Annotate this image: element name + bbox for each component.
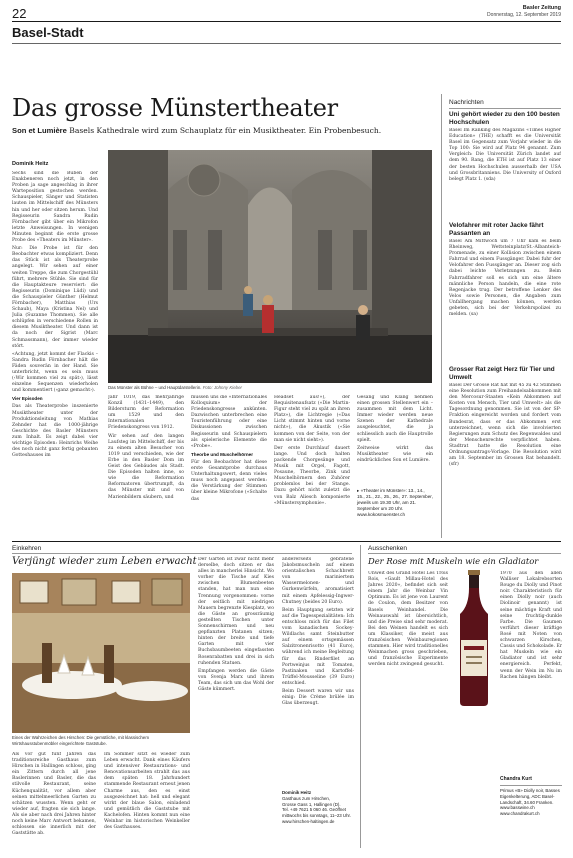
news-text-2: Basel Am Mittwoch um 7 Uhr kam es beim Rheinweg, Wettsteinplatz/St.-Albanteich-Promenade, zu einer Kollision zwischen einem Fahrrad und einem Fussgänger. Dabei fuhr der Velofahrer den Fussgänger an. Dieser zog sich dabei leichte Verletzungen zu. Beim Fahrradfahrer soll es sich um eine ältere männliche Person handeln, die eine rote Regenjacke trug. Der betroffene Lenker des Velos sowie Personen, die Angaben zum Unfallhergang machen können, werden gebeten, sich bei der Verkehrspolizei zu melden. (sa) <box>449 239 561 318</box>
col1-para: «Achtung, jetzt kommt der Flackis – Sandra Rudin Förnbacher hält die Fäden souverän in der Hand. Sie unterbricht, wenn es sein muss (‹Wir kommen viel zu spät›), lässt einzelne Sequenzen wiederholen und kommentiert (‹ganz gemacht›). <box>12 351 98 394</box>
einkehren-column-3 <box>282 557 354 787</box>
main-lead-text: Basels Kathedrale wird zum Schauplatz für ein Musiktheater. Ein Probenbesuch. <box>69 126 382 135</box>
col5-para: Gesang und Klang nehmen einen grossen Stellenwert ein – zusammen mit dem Licht. Immer wieder werden neue Szenen der Kathedrale ausgeleuchtet, die ja schliesslich auch die Hauptrolle spielt. <box>357 395 433 443</box>
einkehren-col1-para: Als vor gut fünf Jahren das traditionsreiche Gasthaus zum Hirschen in Hallingen schloss, ging ein Zittern durch all jene Baslerinnen und Basler, die das stilvolle Restaurant, seine Küchenqualität, vor allem aber seinen mittelmeerlichen Garten zu schätzen wussten. Wenn geht er wieder auf, fragten sie sich lange. Als sie aber nach drei Jahren hinter noch keine Marc Antwort bekamen, schlossen sie innerlich mit der Gaststätte ab. <box>12 752 96 837</box>
news-text-3: Basel Der Grosse Rat hat mit 45 zu 42 Stimmen eine Resolution zum Freihandelsabkommen mit den Mercosur-Staaten «Kein Abkommen auf Kosten von Mensch, Tier und Umwelt» als die Tagesordnung genommen. Sie ist von der SP-Fraktion eingereicht worden und fordert vom Bundesrat, dass er das Abkommen erst unterzeichnet, wenn sich die involvierten Regierungen zum Schutz des Regenwaldes und der Menschenrechte verpflichtet haben. Stadtrat hatte die Resolution eine Ordnungsantrags-Vorlage. Die Resolution wird am 18. September im Grossen Rat behandelt. (sfr) <box>449 383 561 468</box>
ausschenken-col2-para: 1970 aus den allen Walliser Lokalrebsorten Rouge du Diolly und Pinot noir. Charakteristisch für einen Diolly noir (auch Diolinoir genannt) ist seine mächtige Kraft und seine fruchtig-dunkle Farbe. Die Gaumen verführt dieser kräftige Rosé mit Noten von schwarzen Kirschen, Cassis und Schokolade. Er hat Muskeln wie ein Gladiator und ist sehr energiereich. Perfekt, wenn der Wein im Nu im Rachen hängen bleibt. <box>500 571 562 680</box>
wine-info: Primus «B» Diolly noir, Basses Eigenkelterung, ADC Basel-Landschaft, 34.60 Franken. www.basswine.ch www.chandrakurt.ch <box>500 788 560 817</box>
einkehren-col3-para: andererseits gebratene Jakobsmuscheln auf einem orientalischen Schachbrett von mariniertem Wassermelonen- und Gurkenwürfeln, aromatisiert mit einem Apfelessig-Ingwer-Chutney (beides 20 Euro). <box>282 557 354 605</box>
wine-bottle-photo <box>452 568 496 708</box>
news-headline-2: Velofahrer mit roter Jacke fährt Passanten an <box>449 222 544 237</box>
einkehren-col2-para: Der Garten ist zwar nicht mehr derselbe, doch sitzen er das alles in mancherlei Hinsicht. Wo vorher die Tische auf Kies zwischen Blumenbeeten standen, hat man nun eine Trennung vorgenommen: vorne der seitlich mit niedrigen Mauern begrenzte Kiesplatz, wo die Gäste an grossräumig gestellten Tischen unter Sonnenschirmen und neu gepflanzten Platanen sitzen; hinten der breite und tiefe Garten mit vier Buchsbaumbeeten eingefassten Rosenrabatten und drei in sich ruhenden Statuen. <box>198 557 274 666</box>
einkehren-column-2 <box>198 557 274 847</box>
ausschenken-rule <box>368 553 561 554</box>
issue-date: Donnerstag, 12. September 2019 <box>487 12 561 18</box>
cathedral-photo <box>108 150 432 383</box>
ausschenken-divider <box>360 545 361 848</box>
main-kicker: Son et Lumière <box>12 126 67 135</box>
address-line: Tel. +49 7621 5 060 46. Geöffnet <box>282 807 346 813</box>
event-info-text: «Theater im Münster»: 13., 14., 15., 21., 22., 25., 26., 27. September, jeweils um 19.30 Uhr, am 21. September um 20 Uhr. www.kokosmuenster.ch <box>357 488 433 517</box>
col5-para: Zeitweise wirkt das Musiktheater wie ein eindrückliches Son et Lumière. <box>357 445 433 463</box>
einkehren-col2-para: Empfangen werden die Gäste von Svenja Marx und ihrem Team, das sich um das Wohl der Gäste kümmert. <box>198 668 274 692</box>
news-headline-3: Grosser Rat zeigt Herz für Tier und Umwelt <box>449 366 555 381</box>
gaststube-illustration <box>12 573 190 733</box>
col3-para: müssen uns die «Internationales Kolloquium» der Friedenskongresse ankünten. Dazwischen unterbrechen eine Touristenführung oder eine Diskussionen zwischen Regisseurin und Schauspielern als spielerische Elemente die «Probe». <box>191 395 267 449</box>
main-headline: Das grosse Münstertheater <box>12 94 338 122</box>
section-title: Basel-Stadt <box>12 25 84 40</box>
wine-info-rule <box>500 785 562 786</box>
header-rule <box>12 21 561 22</box>
main-column-3 <box>191 395 267 536</box>
col4-para: Headset aus!»), der Requisitenaufsatz («Die Martin-Figur steht viel zu spät an ihren Platz»), die Lichtregie («Das Licht stimmt hinten und vorne nicht»), die Akustik («Sie kommen von der Seite, von der man sie nicht sieht»). <box>274 395 350 443</box>
subheading-episoden: Vier Episoden <box>12 396 43 402</box>
einkehren-photo-caption: Eines der Wahrzeichen des Hirschen: Die gemütliche, mit klassischem Wirtshausstubenmöbler eingerichtete Gaststube. <box>12 735 149 746</box>
main-lead <box>12 126 432 135</box>
einkehren-headline: Verjüngt wieder zum Leben erwacht <box>12 556 197 567</box>
nachrichten-rule <box>449 108 561 109</box>
col1-para: Nur: Die Probe ist für den Beobachter etwas kompliziert. Denn das Stück ist als Theaterprobe angelegt. Wir sehen auf einer weiten Treppe, die zum Chorgestühl führt, mehrere Stühle. Sie sind für die Hauptakteure reserviert: die Regisseurin (Dominique Lüdi) und die Schauspieler Günther (Helmut Förnbacher), Matthias (Urs Schaub), Maya (Kristina Nel) und Julia (Suzanne Thommen). Sie alle schlüpfen in verschiedene Rollen in diesem Musiktheater. Und dann ist da noch der Sigrist (Marc Schmassmann), der immer wieder stört. <box>12 246 98 349</box>
ausschenken-col1-para: Unweit des Grand Hotel Les Trois Rois, «Gault Millau-Hotel des Jahres 2020», befindet sich seit einem Jahr die Weinbar Vin Optimum. Es ist jene von Laurent de Coulon, dem Besitzer von Basels Weinhandel. Die Weinauswahl ist übersichtlich, und die Preise sind sehr moderat. Bei den Weinen handelt es sich um Klassiker, die meist aus französischen Weinbauregionen stammen. Hier wird traditionelles Weinmachen gross geschrieben, und französische Experimente werden nicht zwingend gesucht. <box>368 571 448 668</box>
col2-para: Wir sehen auf den langen Laufsteg im Mittelschiff, der bis zu einem alten Besucher von 1019 und verschieden, wie der Erbe in den Basler Dom im Geist des Gebäudes als Stadt. Die Episoden halten inne, so wie die Reformation Reformatoren übertrumpft, da das Münster mit und von Marienbildern säubern, und <box>108 433 184 500</box>
main-column-2 <box>108 395 184 536</box>
col2-para: Jahr 1019, das mehrjährige Konzil (1431–1449), den Bildersturm der Reformation um 1529 und den Internationalen Friedenskongress von 1912. <box>108 395 184 431</box>
einkehren-col3-para: Beim Dessert waren wir uns einig: Die Crème brûlée im Glas überzeugt. <box>282 688 354 707</box>
main-photo-caption <box>108 385 432 391</box>
ausschenken-column-1 <box>368 571 448 847</box>
paper-name: Basler Zeitung <box>522 5 561 11</box>
cathedral-illustration <box>108 150 432 383</box>
main-caption-text: Das Münster als Bühne – und Hauptdarstellerin. <box>108 385 202 390</box>
sidebar-label-nachrichten: Nachrichten <box>449 99 484 106</box>
section-label-einkehren: Einkehren <box>12 545 42 552</box>
einkehren-col3-para: Beim Hauptgang setzten wir auf die Tagesspezialitäten: Ich entschloss mich für das Filet vom kanadischen Sockey-Wildlachs samt Steinbutter auf einem ortsgemässen Salzitronenrisotto (41 Euro), während ich meine Begleitung für das Rinderfilet an Portweinjus mit Tomaten, Pastinaken und Kartoffel-Trüffel-Mousseline (39 Euro) entschied. <box>282 607 354 686</box>
address-line: mittwochs bis sonntags, 11–23 Uhr. <box>282 813 351 819</box>
einkehren-address <box>282 790 356 825</box>
address-line: Gasthaus zum Hirschen, <box>282 795 331 801</box>
col1-para: Sechs sind die Buben der Enakbeneren noch jetzt, in den Proben ja sage angeschlag in ihrer Warteposition gestochen werden. Schauspieler, Sänger und Statisten lauten im Mittelschiff des Münsters hin und her oder sitzen herum. Und Regisseurin Sandra Rudin Förnbacher gibt über ein Mikrofon letzte Anweisungen. In wenigen Minuten beginnt die erste grosse Probe des «Theaters im Münster». <box>12 171 98 244</box>
page-number: 22 <box>12 6 27 21</box>
einkehren-column-1 <box>12 752 96 846</box>
einkehren-rule <box>12 553 352 554</box>
news-headline-1: Uni gehört wieder zu den 100 besten Hochschulen <box>449 111 560 126</box>
address-line: Grosse Gass 1, Hallingen (D). <box>282 801 341 807</box>
ausschenken-column-2 <box>500 571 562 771</box>
ausschenken-author: Chandra Kurt <box>500 776 532 782</box>
col3-para: Für den Beobachter hat diese erste Gesamtprobe durchaus Unterhaltungswert, denn vieles muss noch angepasst werden: die Verstärkung der Stimmen über kleine Mikrofone («Schalte das <box>191 459 267 502</box>
triangle-right-icon: ▸ <box>357 488 360 493</box>
address-line: www.hirschen-haltingen.de <box>282 818 335 824</box>
restaurant-photo <box>12 573 190 733</box>
main-caption-credit: Foto: Johnny Kieber <box>202 385 243 390</box>
main-column-5 <box>357 395 433 485</box>
einkehren-column-1b <box>104 752 190 846</box>
section-label-ausschenken: Ausschenken <box>368 545 408 552</box>
einkehren-author: Dominik Heitz <box>282 790 312 795</box>
main-author: Dominik Heitz <box>12 161 49 167</box>
einkehren-col2b-para: Im Sommer sitzt es wieder zum Leben erwacht. Dank eines Käufers und intensiver Restaurations- und Renovationsarbeiten strahlt das aus dem späten 18. Jahrhundert stammende Restaurant erneut jenen Charme aus, den es einst ausgezeichnet hat: hell und elegant wirkt der blaue Salon, einladend und gemütlich die Gaststube mit Kachelofen. Hinten kommt nun eine Weinbar im historischen Weinkeller des Gasthauses. <box>104 752 190 831</box>
main-column-4 <box>274 395 350 536</box>
col4-para: Der erste Durchlauf dauert lange. Und doch halten packende Chorgesänge und Musik mit Orgel, Fagott, Posaune, Theorbe, Zink und Muschelhörnern den Zuhörer problemlos bei der Stange. Dazu gehört nicht zuletzt die von Balz Aliesch komponierte «Münstersymphonie». <box>274 445 350 506</box>
sidebar-divider <box>441 94 442 538</box>
bottom-section-rule <box>12 541 561 542</box>
wine-bottle-icon <box>452 568 496 708</box>
ausschenken-headline: Der Rose mit Muskeln wie ein Gladiator <box>368 556 539 566</box>
subheading-theorbe: Theorbe und Muschelhörner <box>191 451 254 457</box>
section-rule <box>12 43 561 44</box>
col1-para: Das als Theaterprobe inszenierte Musiktheater unter der Produktionsleitung von Mathias Zehnder hat die 1000-jährige Geschichte des Basler Münsters zum Inhalt. Es zeigt dabei vier wichtige Episoden: Heinrichs Weihe des noch nicht ganz fertig gebauten Gotteshauses im <box>12 404 98 459</box>
news-text-1: Basel Im Ranking des Magazins «Times Higher Education» (THE) schafft es die Universität Basel im Gegensatz zum Vorjahr wieder in die Top 100: Sie wird auf Platz 94 genannt. Zum Vergleich: Die Universität Zürich landet auf dem 90. Rang, die ETH ist auf Platz 13 einer der besten Hochschulen ausserhalb der USA und Grossbritanniens. Die University of Oxford belegt Platz 1. (sda) <box>449 128 561 182</box>
main-column-1 <box>12 171 98 536</box>
event-info <box>357 488 433 518</box>
